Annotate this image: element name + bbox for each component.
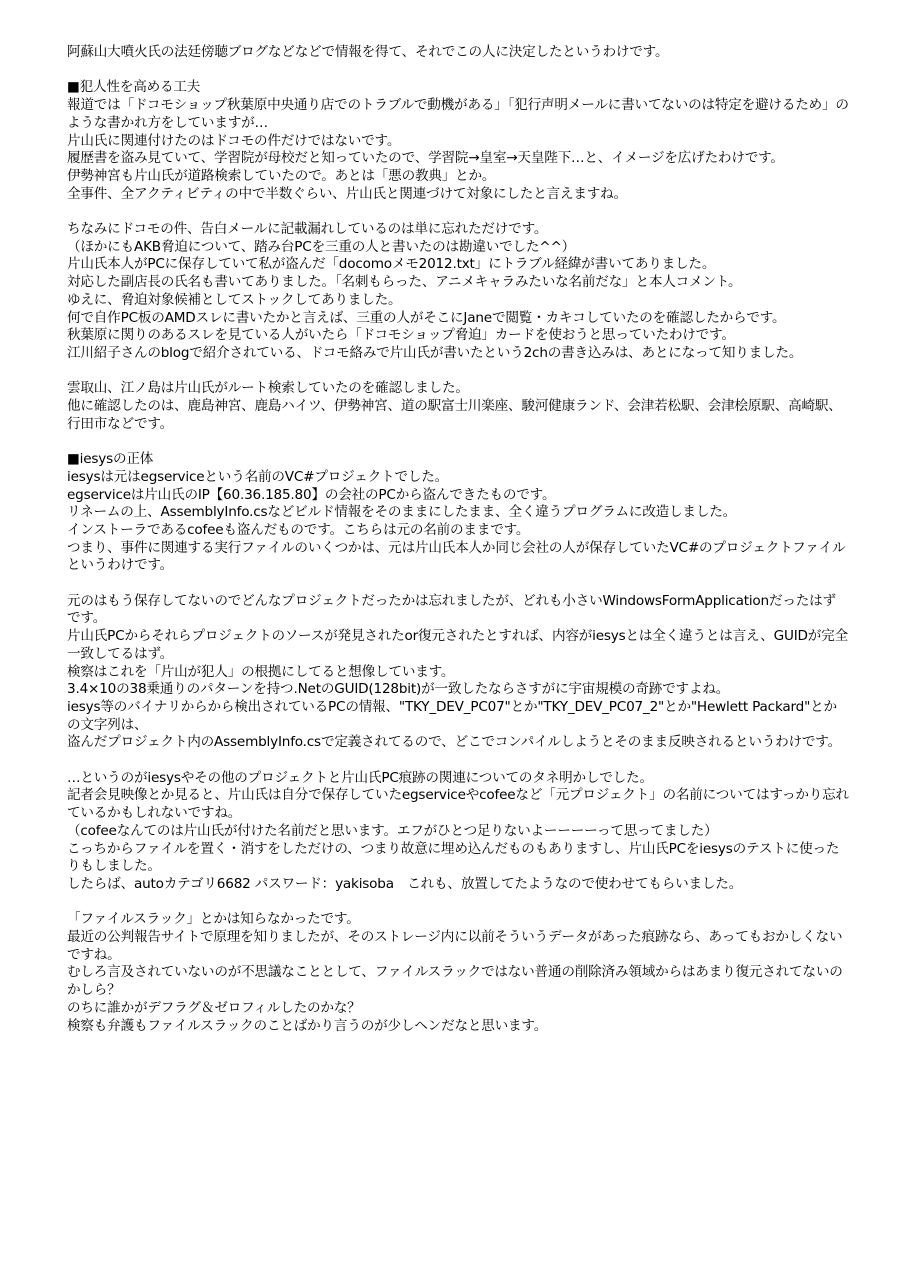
text-line: （cofeeなんてのは片山氏が付けた名前だと思います。エフがひとつ足りないよーーーーって思ってました） [67,822,718,839]
text-line: したらば、autoカテゴリ6682 パスワード：yakisoba これも、放置してたようなので使わせてもらいました。 [67,875,743,892]
text-line: 片山氏に関連付けたのはドコモの件だけではないです。 [67,132,401,149]
text-line: 検察も弁護もファイルスラックのことばかり言うのが少しヘンだなと思います。 [67,1017,548,1034]
text-line: のちに誰かがデフラグ＆ゼロフィルしたのかな？ [67,999,361,1016]
text-line: …というのがiesysやその他のプロジェクトと片山氏PC痕跡の関連についてのタネ明かしでした。 [67,769,653,786]
text-line: 履歴書を盗み見ていて、学習院が母校だと知っていたので、学習院→皇室→天皇陛下…と、イメージを広げたわけです。 [67,150,784,167]
text-line: 江川紹子さんのblogで紹介されている、ドコモ絡みで片山氏が書いたという2chの書き込みは、あとになって知りました。 [67,344,803,361]
text-line: 片山氏PCからそれらプロジェクトのソースが発見されたor復元されたとすれば、内容がiesysとは全く違うとは言え、GUIDが完全一致してるはず。 [67,628,848,662]
paragraph-gap [67,62,849,80]
text-line: むしろ言及されていないのが不思議なこととして、ファイルスラックではない普通の削除済み領域からはあまり復元されてないのかしら？ [67,964,843,999]
paragraph-gap [67,894,849,912]
text-line: 検察はこれを「片山が犯人」の根拠にしてると想像しています。 [67,663,455,680]
text-line: 阿蘇山大噴火氏の法廷傍聴ブログなどなどで情報を得て、それでこの人に決定したというわけです。 [67,44,669,60]
text-line: 雲取山、江ノ島は片山氏がルート検索していたのを確認しました。 [67,380,469,397]
text-line: リネームの上、AssemblyInfo.csなどビルド情報をそのままにしたまま、全く違うプログラムに改造しました。 [67,504,737,521]
paragraph-gap [67,575,849,593]
text-line: インストーラであるcofeeも盗んだものです。こちらは元の名前のままです。 [67,521,530,538]
paragraph-gap [67,752,849,770]
paragraph-gap [67,433,849,451]
text-line: 3.4×10の38乗通りのパターンを持つ.NetのGUID(128bit)が一致したならさすがに宇宙規模の奇跡ですよね。 [67,681,730,698]
section-heading: ■犯人性を高める工夫 [67,79,201,96]
text-line: こっちからファイルを置く・消すをしただけの、つまり故意に埋め込んだものもありますし、片山氏PCをiesysのテストに使ったりもしました。 [67,840,840,875]
text-line: 伊勢神宮も片山氏が道路検索していたので。あとは「悪の教典」とか。 [67,167,496,184]
text-line: 最近の公判報告サイトで原理を知りましたが、そのストレージ内に以前そういうデータがあった痕跡なら、あってもおかしくないですね。 [67,929,843,963]
text-line: 片山氏本人がPCに保存していて私が盗んだ「docomoメモ2012.txt」にトラブル経緯が書いてありました。 [67,256,716,273]
text-line: 全事件、全アクティビティの中で半数ぐらい、片山氏と関連づけて対象にしたと言えますね。 [67,185,627,202]
text-line: つまり、事件に関連する実行ファイルのいくつかは、元は片山氏本人か同じ会社の人が保存していたVC#のプロジェクトファイルというわけです。 [67,539,846,574]
text-line: ゆえに、脅迫対象候補としてストックしてありました。 [67,291,402,308]
text-line: 記者会見映像とか見ると、片山氏は自分で保存していたegserviceやcofeeなど「元プロジェクト」の名前についてはすっかり忘れているかもしれないですね。 [67,787,849,822]
text-line: 対応した副店長の氏名も書いてありました。「名刺もらった、アニメキャラみたいな名前だな」と本人コメント。 [67,274,742,291]
text-line: 他に確認したのは、鹿島神宮、鹿島ハイツ、伊勢神宮、道の駅富士川楽座、駿河健康ランド、会津若松駅、会津桧原駅、高崎駅、行田市などです。 [67,398,842,432]
text-line: 何で自作PC板のAMDスレに書いたかと言えば、三重の人がそこにJaneで閲覧・カキコしていたのを確認したからです。 [67,309,786,326]
text-line: （ほかにもAKB脅迫について、踏み台PCを三重の人と書いたのは勘違いでした^^） [67,238,576,255]
text-line: iesys等のバイナリからから検出されているPCの情報、"TKY_DEV_PC07"とか"TKY_DEV_PC07_2"とか"Hewlett Packard"とかの文字列は、 [67,698,837,733]
text-line: 盗んだプロジェクト内のAssemblyInfo.csで定義されてるので、どこでコンパイルしようとそのまま反映されるというわけです。 [67,734,841,751]
text-line: ちなみにドコモの件、告白メールに記載漏れしているのは単に忘れただけです。 [67,221,548,237]
text-line: iesysは元はegserviceという名前のVC#プロジェクトでした。 [67,468,449,485]
paragraph-gap [67,363,849,381]
section-heading: ■iesysの正体 [67,451,154,468]
text-line: 報道では「ドコモショップ秋葉原中央通り店でのトラブルで動機がある」「犯行声明メールに書いてないのは特定を避けるため」のような書かれ方をしていますが… [67,97,849,131]
document-page [67,44,849,1035]
text-line: egserviceは片山氏のIP【60.36.185.80】の会社のPCから盗んできたものです。 [67,486,556,503]
text-line: 元のはもう保存してないのでどんなプロジェクトだったかは忘れましたが、どれも小さいWindowsFormApplicationだったはずです。 [67,592,836,627]
text-line: 「ファイルスラック」とかは知らなかったです。 [67,911,360,928]
paragraph-gap [67,203,849,221]
text-line: 秋葉原に関りのあるスレを見ている人がいたら「ドコモショップ脅迫」カードを使おうと思っていたわけです。 [67,327,735,344]
